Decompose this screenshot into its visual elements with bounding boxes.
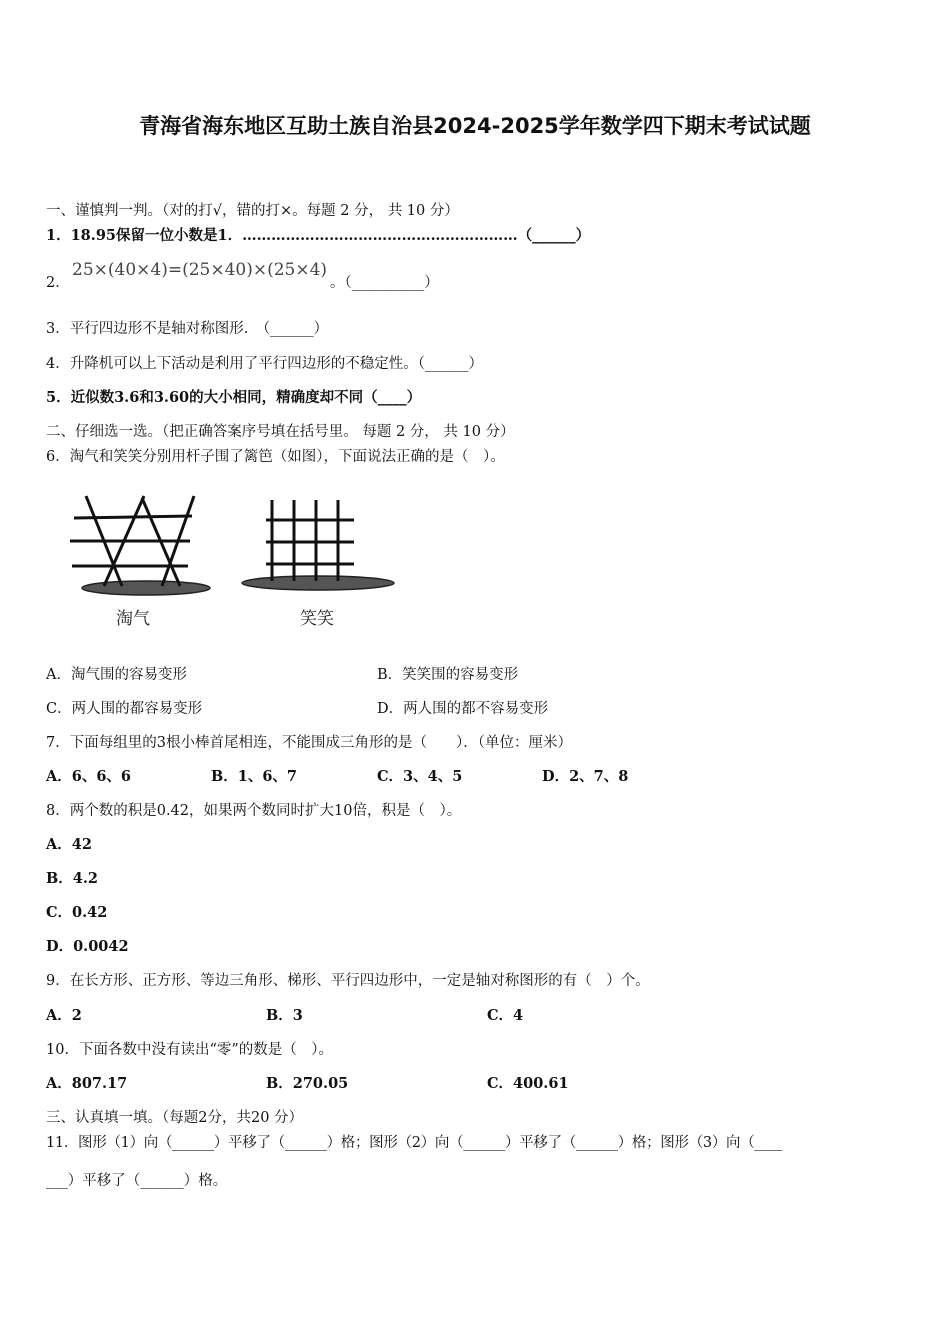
question-7-option-d: D．2、7、8: [542, 768, 629, 785]
question-6-option-b: B．笑笑围的容易变形: [377, 667, 519, 683]
question-7-option-a: A．6、6、6: [46, 768, 132, 785]
xiaoxiao-label: 笑笑: [300, 609, 334, 629]
question-8-stem: 8．两个数的积是0.42，如果两个数同时扩大10倍，积是（ ）。: [46, 803, 462, 819]
question-6-option-c: C．两人围的都容易变形: [46, 701, 203, 717]
question-5: [46, 388, 421, 408]
question-11-line-2: ___）平移了（______）格。: [46, 1173, 228, 1189]
question-8-option-d: D．0.0042: [46, 938, 129, 955]
question-7-stem: 7．下面每组里的3根小棒首尾相连，不能围成三角形的是（ ）．（单位：厘米）: [46, 735, 572, 751]
question-9-option-b: B．3: [266, 1007, 303, 1024]
question-7-option-b: B．1、6、7: [211, 768, 298, 785]
xiaoxiao-fence: [242, 500, 394, 590]
question-2-blank: 。（__________）: [330, 275, 439, 291]
question-1: [46, 226, 590, 246]
question-2-formula: 25×(40×4)=(25×40)×(25×4): [72, 260, 328, 280]
question-7-option-c: C．3、4、5: [377, 768, 463, 785]
question-10-option-c: C．400.61: [487, 1075, 569, 1092]
question-10-option-a: A．807.17: [46, 1075, 128, 1092]
question-9-option-a: A．2: [46, 1007, 82, 1024]
question-6-stem: 6．淘气和笑笑分别用杆子围了篱笆（如图），下面说法正确的是（ ）。: [46, 449, 505, 465]
fence-illustration: [44, 486, 414, 636]
question-2-number: 2．: [46, 275, 70, 291]
question-5-text: 5．近似数3.6和3.60的大小相同，精确度却不同（____）: [46, 389, 422, 406]
taoqi-label: 淘气: [116, 609, 150, 629]
page-title: 青海省海东地区互助土族自治县2024-2025学年数学四下期末考试试题: [139, 114, 811, 138]
question-8-option-c: C．0.42: [46, 904, 108, 921]
question-8-option-b: B．4.2: [46, 870, 98, 887]
taoqi-fence: [70, 496, 210, 595]
section-1-header: 一、谨慎判一判。（对的打√，错的打×。每题 2 分， 共 10 分）: [46, 203, 459, 219]
question-10-stem: 10．下面各数中没有读出“零”的数是（ ）。: [46, 1042, 334, 1058]
question-11-line-1: 11．图形（1）向（______）平移了（______）格；图形（2）向（______）平移了（______）格；图形（3）向（____: [46, 1135, 783, 1151]
question-8-option-a: A．42: [46, 836, 92, 853]
section-2-header: 二、仔细选一选。（把正确答案序号填在括号里。 每题 2 分， 共 10 分）: [46, 424, 515, 440]
question-6-option-d: D．两人围的都不容易变形: [377, 701, 549, 717]
xiaoxiao-ground: [242, 576, 394, 590]
question-9-option-c: C．4: [487, 1007, 524, 1024]
question-6-option-a: A．淘气围的容易变形: [46, 667, 187, 683]
fence-figure: [44, 486, 414, 640]
question-9-stem: 9．在长方形、正方形、等边三角形、梯形、平行四边形中，一定是轴对称图形的有（ ）个。: [46, 973, 650, 989]
taoqi-ground: [82, 581, 210, 595]
section-3-header: 三、认真填一填。（每题2分，共20 分）: [46, 1110, 304, 1126]
question-10-option-b: B．270.05: [266, 1075, 349, 1092]
question-3: 3．平行四边形不是轴对称图形. （______）: [46, 321, 329, 337]
question-1-text: 1．18.95保留一位小数是1．…………………………………………………（______）: [46, 227, 591, 244]
question-4: 4．升降机可以上下活动是利用了平行四边形的不稳定性。（______）: [46, 356, 483, 372]
